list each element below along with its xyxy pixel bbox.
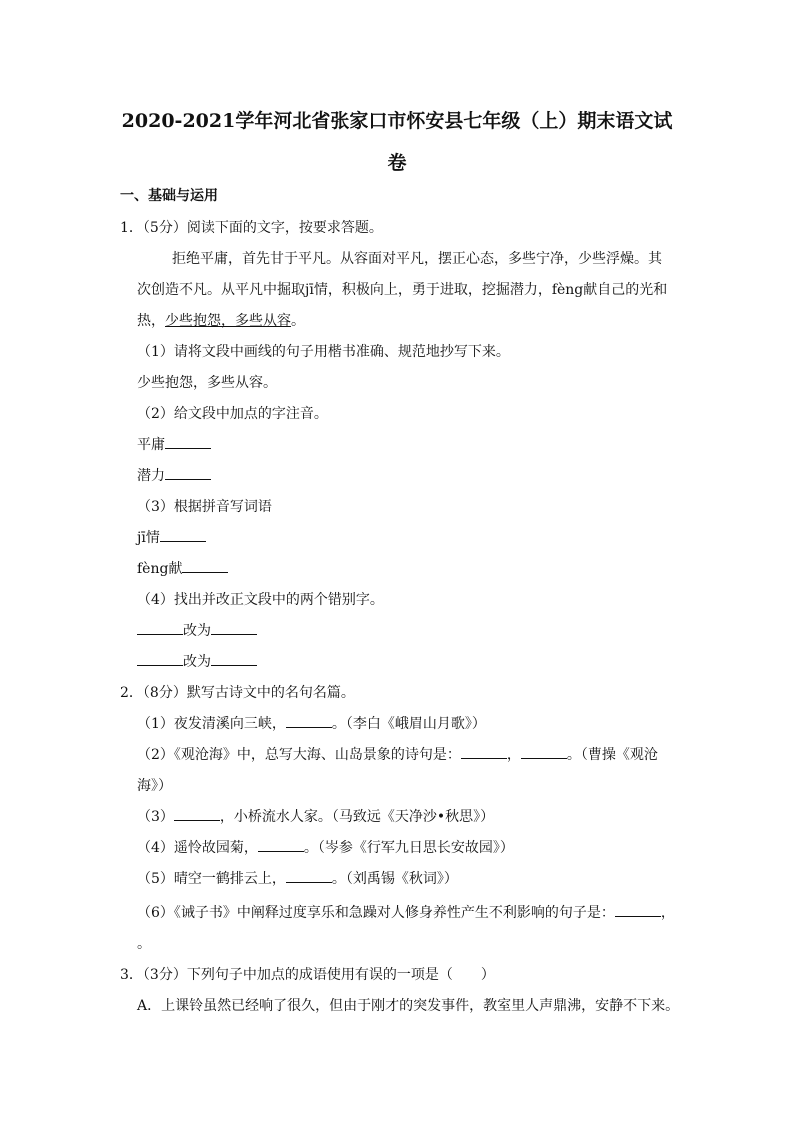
q2-item1-text: （1）夜发清溪向三峡，	[137, 716, 286, 732]
change-to-label: 改为	[183, 623, 211, 639]
answer-blank[interactable]	[137, 653, 183, 666]
q2-item2-cont: 海》）	[137, 778, 172, 794]
q2-item1-source: 。（李白《峨眉山月歌》）	[331, 716, 486, 732]
q1-para3-pre: 热，	[137, 313, 165, 329]
q2-item2-comma: ，	[506, 747, 521, 763]
q1-correction-1	[137, 622, 257, 640]
answer-blank[interactable]	[165, 467, 211, 480]
q1-sub2-a	[137, 436, 211, 454]
q2-item2	[137, 746, 658, 764]
q1-underlined-sentence: 少些抱怨，多些从容	[165, 313, 291, 329]
q1-sub2-b-word: 潜力	[137, 468, 165, 484]
q1-sub2: （2）给文段中加点的字注音。	[137, 406, 328, 422]
answer-blank[interactable]	[258, 839, 304, 852]
q2-item3	[137, 808, 494, 826]
q1-sub2-a-word: 平庸	[137, 437, 165, 453]
exam-title-line2: 卷	[387, 152, 407, 174]
q2-item6-text: （6）《诫子书》中阐释过度享乐和急躁对人修身养性产生不利影响的句子是：	[137, 905, 615, 921]
q2-item4-source: 。（岑参《行军九日思长安故园》）	[303, 840, 514, 856]
q1-sub3: （3）根据拼音写词语	[137, 499, 272, 515]
q1-correction-2	[137, 653, 257, 671]
q2-item4-text: （4）遥怜故园菊，	[137, 840, 258, 856]
q1-sub3-b	[137, 560, 228, 578]
q1-sub1: （1）请将文段中画线的句子用楷书准确、规范地抄写下来。	[137, 344, 510, 360]
q3-option-a[interactable]: A．上课铃虽然已经响了很久，但由于刚才的突发事件，教室里人声鼎沸，安静不下来。	[137, 998, 680, 1014]
answer-blank[interactable]	[211, 653, 257, 666]
answer-blank[interactable]	[211, 622, 257, 635]
answer-blank[interactable]	[160, 529, 206, 542]
q2-item2-text: （2）《观沧海》中，总写大海、山岛景象的诗句是：	[137, 747, 461, 763]
answer-blank[interactable]	[165, 436, 211, 449]
q2-item6-cont: 。	[137, 936, 151, 952]
q2-item3-text: ，小桥流水人家。（马致远《天净沙•秋思》）	[219, 809, 495, 825]
answer-blank[interactable]	[182, 560, 228, 573]
answer-blank[interactable]	[521, 746, 567, 759]
q1-sub2-b	[137, 467, 211, 485]
q1-sub3-a-word: jī情	[137, 530, 160, 546]
q2-item2-source: 。（曹操《观沧	[566, 747, 658, 763]
q3-stem: 3．（3分）下列句子中加点的成语使用有误的一项是（ ）	[120, 967, 495, 983]
q2-item5-text: （5）晴空一鹤排云上，	[137, 871, 286, 887]
q1-sub3-a	[137, 529, 206, 547]
answer-blank[interactable]	[137, 622, 183, 635]
q1-sub1-text: 少些抱怨，多些从容。	[137, 375, 277, 391]
answer-blank[interactable]	[174, 808, 220, 821]
q2-item4	[137, 839, 514, 857]
section-heading: 一、基础与运用	[120, 188, 218, 204]
q1-paragraph-line3	[137, 312, 305, 330]
answer-blank[interactable]	[286, 715, 332, 728]
exam-title-line1: 2020-2021学年河北省张家口市怀安县七年级（上）期末语文试	[121, 110, 673, 132]
q2-item6-comma: ，	[660, 905, 675, 921]
answer-blank[interactable]	[286, 870, 332, 883]
q1-para3-post: 。	[291, 313, 305, 329]
q1-sub4: （4）找出并改正文段中的两个错别字。	[137, 592, 384, 608]
q2-stem: 2．（8分）默写古诗文中的名句名篇。	[120, 685, 355, 701]
q1-paragraph-line2: 次创造不凡。从平凡中掘取jī情，积极向上，勇于进取，挖掘潜力，fèng献自己的光和	[137, 282, 668, 298]
q1-stem: 1．（5分）阅读下面的文字，按要求答题。	[120, 220, 383, 236]
answer-blank[interactable]	[461, 746, 507, 759]
q1-paragraph-line1: 拒绝平庸，首先甘于平凡。从容面对平凡，摆正心态，多些宁净，少些浮燥。其	[172, 251, 662, 267]
q2-item5	[137, 870, 458, 888]
q1-sub3-b-word: fèng献	[137, 561, 183, 577]
answer-blank[interactable]	[615, 904, 661, 917]
q2-item5-source: 。（刘禹锡《秋词》）	[331, 871, 458, 887]
q2-item1	[137, 715, 486, 733]
q2-item6	[137, 904, 675, 922]
q2-item3-num: （3）	[137, 809, 174, 825]
change-to-label: 改为	[183, 654, 211, 670]
